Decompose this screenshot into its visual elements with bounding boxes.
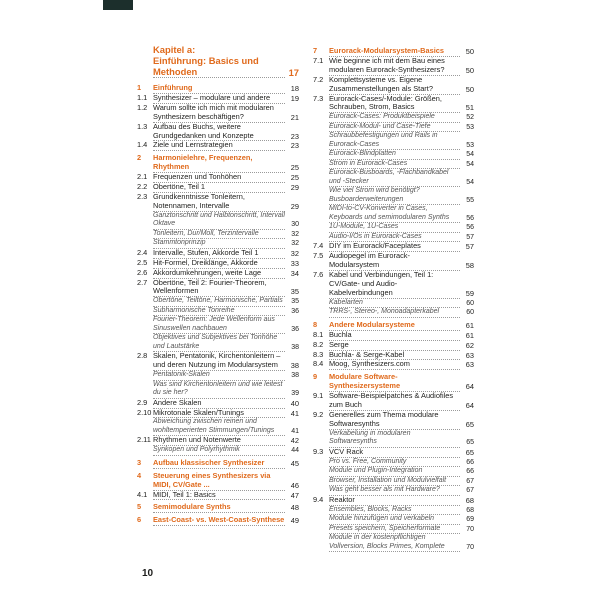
toc-entry-page: 42 [290,436,299,446]
toc-entry[interactable] [137,418,299,436]
toc-entry[interactable] [313,271,474,299]
toc-entry-number: 7.3 [313,93,324,103]
toc-entry-number: 2.7 [137,277,148,287]
toc-entry-page: 63 [465,350,474,360]
toc-entry[interactable] [137,352,299,371]
toc-entry-title: Stammtonprinzip [153,239,285,249]
toc-entry-page: 60 [466,299,474,307]
toc-entry-title: Verkabelung in modularen Softwaresynths [329,430,460,448]
toc-entry-page: 59 [465,288,474,298]
toc-entry-page: 57 [466,233,474,241]
toc-entry-number: 1.2 [137,102,148,112]
toc-entry-number [137,55,153,78]
toc-entry-page: 23 [290,131,299,141]
toc-entry[interactable] [313,373,474,392]
toc-entry[interactable] [137,459,299,469]
toc-entry-title: Software-Beispielpatches & Audiofiles zum Buch [329,392,460,411]
toc-entry[interactable] [313,150,474,160]
toc-entry-number [137,418,153,436]
toc-entry[interactable] [313,113,474,123]
toc-entry-page: 36 [291,307,299,315]
toc-entry-number: 8.3 [313,349,324,359]
toc-entry-number [137,381,153,399]
toc-entry-page: 68 [465,495,474,505]
toc-entry-number: 9.3 [313,446,324,456]
toc-entry-title: Audio-I/Os in Eurorack-Cases [329,233,460,243]
toc-entry-number: 1.3 [137,121,148,131]
toc-entry-number [313,525,329,535]
toc-entry-number [313,223,329,233]
toc-entry-number: 1.4 [137,140,148,150]
toc-entry-number: 2.3 [137,191,148,201]
toc-entry-title: Synthesizer – modulare und andere [153,94,285,104]
toc-entry-number [137,334,153,352]
toc-entry-title: Aufbau klassischer Synthesizer [153,459,285,469]
toc-entry-title: Einführung [153,84,285,94]
toc-entry-title: Obertöne, Teiltöne, Harmonische, Partials [153,297,285,307]
toc-entry-title: Strom in Eurorack-Cases [329,160,460,170]
toc-entry-title: Tonleitern, Dur/Moll, Terzintervalle [153,230,285,240]
toc-entry-page: 48 [290,503,299,513]
toc-entry-page: 29 [290,183,299,193]
toc-entry[interactable] [137,381,299,399]
toc-entry-page: 61 [465,320,474,330]
toc-entry-number [313,169,329,187]
toc-entry[interactable] [137,44,299,55]
toc-entry-title: Eurorack-Blindplatten [329,150,460,160]
toc-entry-page: 56 [466,224,474,232]
toc-entry-number [313,150,329,160]
toc-entry-number [313,205,329,223]
toc-entry-title: Buchla- & Serge-Kabel [329,351,460,361]
toc-entry-number [313,113,329,123]
toc-entry-title: Skalen, Pentatonik, Kirchentonleitern – und deren Nutzung im Modularsystem [153,352,285,371]
toc-entry-number: 2.5 [137,257,148,267]
toc-entry-number: 8.2 [313,339,324,349]
toc-entry[interactable] [313,299,474,309]
toc-entry-title: Andere Skalen [153,399,285,409]
toc-entry-title: Komplettsysteme vs. Eigene Zusammenstellungen als Start? [329,76,460,95]
toc-entry-page: 53 [466,123,474,131]
toc-entry-title: Obertöne, Teil 1 [153,183,285,193]
toc-entry-page: 32 [291,240,299,248]
toc-entry-title: Audiopegel im Eurorack-Modularsystem [329,252,460,271]
toc-entry-page: 50 [465,47,474,56]
toc-entry-number [313,477,329,487]
toc-entry-number [313,467,329,477]
toc-entry-page: 49 [290,516,299,526]
toc-entry[interactable] [313,430,474,448]
toc-entry-title: Wie beginne ich mit dem Bau eines modularen Eurorack-Synthesizers? [329,57,460,76]
toc-entry[interactable] [313,496,474,506]
toc-entry-number: 2.8 [137,351,148,361]
toc-entry-title: Objektives und Subjektives bei Tonhöhe und Lautstärke [153,334,285,352]
toc-entry-page: 57 [465,242,474,252]
toc-entry-title: 1U-Module, 1U-Cases [329,223,460,233]
toc-entry-page: 21 [290,112,299,122]
toc-entry[interactable] [313,467,474,477]
toc-entry-page: 52 [466,114,474,122]
toc-entry[interactable] [313,252,474,271]
spacer [137,78,299,81]
toc-entry-title: Frequenzen und Tonhöhen [153,173,285,183]
toc-entry-page: 50 [465,65,474,75]
toc-entry-page: 70 [466,543,474,551]
toc-entry[interactable] [313,205,474,223]
toc-entry-page: 61 [465,330,474,340]
toc-entry-title: Eurorack-Busboards, -Flachbandkabel und -Stecker [329,169,460,187]
toc-entry-page: 29 [290,201,299,211]
toc-entry-number [137,230,153,240]
toc-entry-page: 65 [465,447,474,457]
toc-entry-number: 1.1 [137,92,148,102]
toc-entry-page: 17 [288,67,299,78]
toc-entry[interactable] [137,123,299,142]
toc-entry-title: Subharmonische Tonreihe [153,307,285,317]
toc-entry-title: Aufbau des Buchs, weitere Grundgedanken und Konzepte [153,123,285,142]
toc-entry[interactable] [137,212,299,230]
toc-entry-number [313,430,329,448]
toc-entry[interactable] [137,503,299,513]
toc-entry-title: Moog, Synthesizers.com [329,360,460,370]
toc-entry-page: 38 [291,372,299,380]
toc-entry-page: 36 [291,325,299,333]
toc-entry[interactable] [137,472,299,491]
toc-entry-page: 66 [466,458,474,466]
toc-entry-page: 32 [291,230,299,238]
toc-entry-number [313,534,329,552]
toc-entry[interactable] [137,104,299,123]
toc-entry[interactable] [137,316,299,334]
toc-entry-title: Obertöne, Teil 2: Fourier-Theorem, Wellenformen [153,279,285,298]
toc-entry-number: 9.4 [313,494,324,504]
toc-entry-number: 5 [137,502,142,512]
toc-entry-number: 7.5 [313,251,324,261]
toc-entry-title: Kabel und Verbindungen, Teil 1: CV/Gate- und Audio-Kabelverbindungen [329,271,460,299]
toc-entry[interactable] [137,297,299,307]
toc-entry-title: Eurorack-Cases: Produktbeispiele [329,113,460,123]
toc-entry-page: 69 [466,516,474,524]
toc-entry-number: 4 [137,470,142,480]
toc-entry-number: 9.2 [313,409,324,419]
toc-entry[interactable] [313,477,474,487]
toc-entry-number: 8.1 [313,329,324,339]
toc-entry-page: 65 [466,439,474,447]
toc-entry-title: Was geht besser als mit Hardware? [329,486,460,496]
toc-entry[interactable] [137,409,299,419]
toc-entry-title: Pentatonik-Skalen [153,371,285,381]
toc-entry[interactable] [137,307,299,317]
toc-entry-number: 2 [137,153,142,163]
toc-entry-number: 7.4 [313,241,324,251]
toc-entry-number [137,297,153,307]
toc-entry-page: 30 [291,221,299,229]
toc-entry-page: 25 [290,163,299,173]
toc-entry-page: 40 [290,398,299,408]
toc-entry[interactable] [313,506,474,516]
toc-entry-page: 46 [290,480,299,490]
toc-entry-title: Busboarderweiterungen [329,196,460,206]
toc-entry-title: Generelles zum Thema modulare Softwaresynths [329,411,460,430]
toc-entry-title: VCV Rack [329,448,460,458]
toc-entry[interactable] [313,534,474,552]
toc-entry-title: Kapitel a: [153,44,196,55]
toc-entry-title: DIY im Eurorack/Faceplates [329,242,460,252]
toc-entry-page: 18 [290,84,299,93]
toc-entry-page: 63 [465,360,474,370]
toc-entry-title: Harmonielehre, Frequenzen, Rhythmen [153,154,285,173]
toc-entry-number: 7.1 [313,55,324,65]
toc-entry[interactable] [313,360,474,370]
toc-entry[interactable] [313,95,474,114]
toc-entry-number: 7.6 [313,270,324,280]
toc-entry-number [137,446,153,456]
toc-entry-number: 1 [137,83,142,92]
toc-entry-number: 8 [313,319,318,329]
toc-entry-title: Abweichung zwischen reinen und wohltemperierten Stimmungen/Tunings [153,418,285,436]
toc-entry-page: 34 [290,268,299,278]
toc-entry-title: Reaktor [329,496,460,506]
toc-entry[interactable] [137,193,299,212]
toc-entry-page: 32 [290,248,299,258]
toc-entry[interactable] [313,76,474,95]
toc-entry-title: Ensembles, Blocks, Racks [329,506,460,516]
toc-right-column [313,44,474,552]
toc-entry-title: Presets speichern, Speicherformate [329,525,460,535]
toc-entry[interactable] [137,334,299,352]
toc-entry-page: 64 [465,401,474,411]
toc-entry-title: Browser, Installation und Modulvielfalt [329,477,460,487]
toc-entry-title: Module hinzufügen und verkabeln [329,515,460,525]
toc-entry-number [313,187,329,196]
toc-entry-number: 2.9 [137,397,148,407]
toc-entry-page: 35 [290,287,299,297]
toc-entry[interactable] [313,132,474,150]
toc-entry-number: 2.6 [137,267,148,277]
toc-entry[interactable] [137,516,299,526]
toc-entry-page: 70 [466,525,474,533]
toc-entry-page: 35 [291,298,299,306]
toc-entry-title: Eurorack-Modul- und Case-Tiefe [329,123,460,133]
toc-entry-title: Hit-Formel, Dreiklänge, Akkorde [153,259,285,269]
toc-entry-page: 33 [290,258,299,268]
toc-entry-title: Was sind Kirchentonleitern und wie leitest du sie her? [153,381,285,399]
toc-entry-page: 47 [290,490,299,500]
toc-entry-page: 54 [466,160,474,168]
toc-entry-number [313,458,329,468]
toc-entry[interactable] [137,230,299,240]
toc-entry-number: 9.1 [313,391,324,401]
toc-entry-page: 56 [466,214,474,222]
toc-entry-page: 55 [466,196,474,204]
toc-entry-title: Buchla [329,331,460,341]
toc-entry-page: 51 [465,103,474,113]
toc-entry[interactable] [313,458,474,468]
toc-entry-page: 64 [465,382,474,392]
toc-entry-page: 41 [291,427,299,435]
toc-entry[interactable] [137,141,299,151]
toc-entry[interactable] [137,436,299,446]
toc-entry-number [137,307,153,317]
toc-entry-page: 68 [466,506,474,514]
toc-entry-number: 7 [313,46,318,55]
toc-entry-number: 9 [313,372,318,382]
toc-entry-page: 58 [465,261,474,271]
toc-entry-page: 39 [291,390,299,398]
toc-entry-page: 38 [291,343,299,351]
toc-entry-title: Andere Modularsysteme [329,321,460,331]
toc-entry-number [313,308,329,318]
toc-entry-number: 7.2 [313,74,324,84]
toc-entry-title: Rhythmen und Notenwerte [153,436,285,446]
toc-entry[interactable] [313,525,474,535]
toc-entry-title: Kabelarten [329,299,460,309]
toc-entry[interactable] [313,196,474,206]
toc-entry-number [313,132,329,150]
toc-entry-number [313,196,329,206]
toc-entry-title: Intervalle, Stufen, Akkorde Teil 1 [153,249,285,259]
toc-entry[interactable] [137,491,299,501]
toc-entry-number: 4.1 [137,489,148,499]
toc-entry-number [137,371,153,381]
toc-entry[interactable] [137,269,299,279]
toc-entry-number [313,123,329,133]
toc-entry-number: 2.11 [137,435,151,445]
toc-entry[interactable] [313,187,474,196]
toc-entry-page: 54 [466,151,474,159]
toc-entry-title: East-Coast- vs. West-Coast-Synthese [153,515,285,525]
toc-entry-page: 45 [290,458,299,468]
toc-entry-title: Einführung: Basics und Methoden [153,55,285,78]
toc-entry-title: Pro vs. Free, Community [329,458,460,468]
toc-entry-number: 2.1 [137,172,148,182]
toc-entry-title: MIDI, Teil 1: Basics [153,491,285,501]
toc-entry-number: 2.2 [137,182,148,192]
toc-entry-title: Ganztonschritt und Halbtonschritt, Intervall Oktave [153,212,285,230]
toc-entry-title: Warum sollte ich mich mit modularen Synthesizern beschäftigen? [153,104,285,123]
toc-entry-title: Synkopen und Polyrhythmik [153,446,285,456]
toc-entry-page: 41 [290,408,299,418]
toc-entry[interactable] [313,392,474,411]
toc-entry[interactable] [313,160,474,170]
toc-entry-title: Schraubbefestigungen und Rails in Eurorack-Cases [329,132,460,150]
toc-entry-title: Wie viel Strom wird benötigt? [329,187,420,195]
toc-entry-page: 25 [290,173,299,183]
toc-entry-title: Steuerung eines Synthesizers via MIDI, CV/Gate ... [153,472,285,491]
toc-entry-page: 67 [466,477,474,485]
toc-entry[interactable] [313,223,474,233]
toc-entry-title: Module in der kostenpflichtigen Vollversion, Blocks Primes, Komplete [329,534,460,552]
toc-entry[interactable] [313,123,474,133]
toc-entry-number: 8.4 [313,359,324,369]
toc-entry-number [137,316,153,334]
toc-entry-page: 38 [290,361,299,371]
toc-entry-number: 2.4 [137,247,148,257]
toc-entry-number [137,44,153,55]
toc-entry-page: 44 [291,447,299,455]
toc-entry-title: Mikrotonale Skalen/Tunings [153,409,285,419]
toc-entry[interactable] [137,55,299,78]
toc-entry-title: TRRS-, Stereo-, Monoadapterkabel [329,308,460,318]
toc-entry[interactable] [313,341,474,351]
toc-entry[interactable] [313,411,474,430]
toc-entry-number [313,515,329,525]
toc-entry[interactable] [313,169,474,187]
toc-entry-title: Semimodulare Synths [153,503,285,513]
toc-entry-title: Serge [329,341,460,351]
toc-entry[interactable] [137,279,299,298]
toc-entry-page: 23 [290,141,299,151]
toc-entry-number [137,212,153,230]
toc-entry-title: MIDI-to-CV-Konverter in Cases, Keyboards und semimodularen Synths [329,205,460,223]
toc-entry-number [313,160,329,170]
toc-entry-title: Eurorack-Cases/-Module: Größen, Schrauben, Strom, Basics [329,95,460,114]
toc-entry[interactable] [313,308,474,318]
toc-entry-title: Akkordumkehrungen, weite Lage [153,269,285,279]
toc-entry-page: 54 [466,178,474,186]
toc-entry-title: Fourier-Theorem: Jede Wellenform aus Sinuswellen nachbauen [153,316,285,334]
toc-entry-number: 2.10 [137,407,152,417]
toc-entry[interactable] [137,371,299,381]
toc-entry-page: 66 [466,468,474,476]
toc-left-column [137,44,299,526]
toc-entry[interactable] [313,448,474,458]
toc-entry-number: 3 [137,457,142,467]
toc-entry[interactable] [137,446,299,456]
toc-entry-page: 65 [465,419,474,429]
toc-entry-title: Modulare Software-Synthesizersysteme [329,373,460,392]
toc-entry-page: 67 [466,487,474,495]
toc-entry-page: 62 [465,340,474,350]
toc-entry-page: 19 [290,93,299,103]
toc-entry-title: Grundkenntnisse Tonleitern, Notennamen, Intervalle [153,193,285,212]
toc-entry-title: Ziele und Lernstrategien [153,141,285,151]
toc-entry-title: Eurorack-Modularsystem-Basics [329,47,460,57]
toc-entry-number: 6 [137,515,142,525]
toc-entry-number [313,506,329,516]
toc-entry-number [313,299,329,309]
toc-entry-page: 50 [465,84,474,94]
page-number: 10 [142,568,154,579]
toc-entry-page: 53 [466,141,474,149]
toc-entry[interactable] [137,154,299,173]
corner-tab [103,0,133,10]
toc-entry-page: 60 [466,309,474,317]
toc-entry[interactable] [313,515,474,525]
toc-entry-title: Module und Plugin-Integration [329,467,460,477]
toc-entry[interactable] [313,57,474,76]
